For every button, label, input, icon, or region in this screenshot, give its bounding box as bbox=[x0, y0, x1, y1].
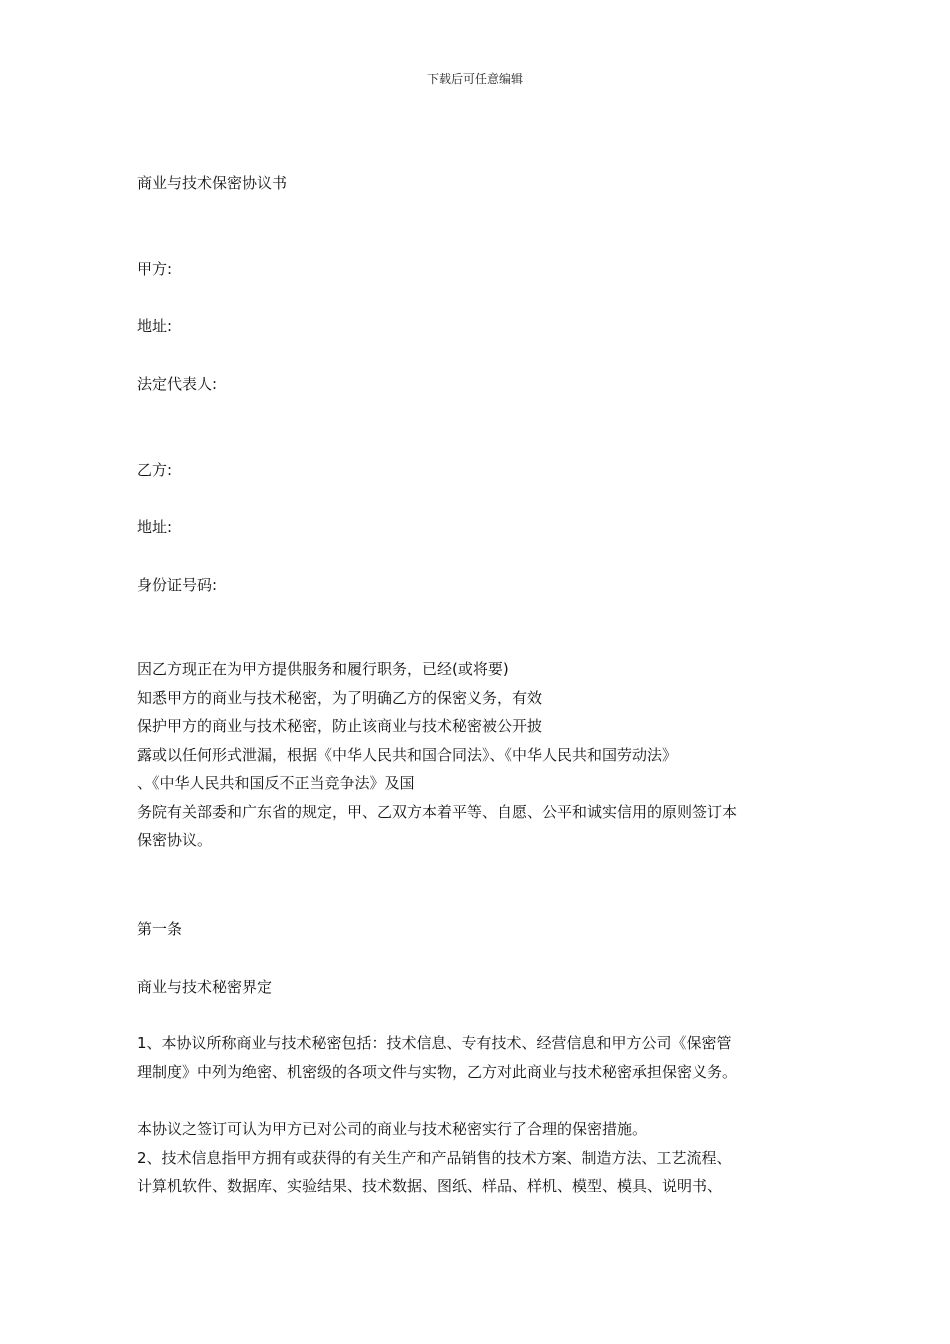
preamble-line: 知悉甲方的商业与技术秘密，为了明确乙方的保密义务，有效 bbox=[137, 688, 543, 707]
preamble-line: 务院有关部委和广东省的规定，甲、乙双方本着平等、自愿、公平和诚实信用的原则签订本 bbox=[137, 802, 738, 821]
party-a-label: 甲方: bbox=[137, 260, 173, 278]
document-title: 商业与技术保密协议书 bbox=[137, 174, 288, 192]
clause-line: 2、技术信息指甲方拥有或获得的有关生产和产品销售的技术方案、制造方法、工艺流程、 bbox=[137, 1148, 732, 1167]
party-b-id-label: 身份证号码: bbox=[137, 576, 218, 594]
party-b-address-label: 地址: bbox=[137, 518, 173, 536]
article-1-clause-2 bbox=[137, 1115, 817, 1201]
clause-line: 理制度》中列为绝密、机密级的各项文件与实物，乙方对此商业与技术秘密承担保密义务。 bbox=[137, 1062, 738, 1081]
preamble-line: 保密协议。 bbox=[137, 831, 213, 849]
preamble-line: 保护甲方的商业与技术秘密，防止该商业与技术秘密被公开披 bbox=[137, 717, 543, 735]
preamble-line: 、《中华人民共和国反不正当竞争法》及国 bbox=[137, 774, 415, 792]
article-1-heading: 第一条 bbox=[137, 920, 183, 938]
clause-line: 本协议之签订可认为甲方已对公司的商业与技术秘密实行了合理的保密措施。 bbox=[137, 1120, 648, 1138]
preamble-line: 因乙方现正在为甲方提供服务和履行职务，已经(或将要) bbox=[137, 660, 509, 678]
preamble-line: 露或以任何形式泄漏，根据《中华人民共和国合同法》、《中华人民共和国劳动法》 bbox=[137, 745, 678, 764]
party-b-label: 乙方: bbox=[137, 461, 173, 479]
clause-line: 1、本协议所称商业与技术秘密包括：技术信息、专有技术、经营信息和甲方公司《保密管 bbox=[137, 1034, 732, 1052]
article-1-clause-1 bbox=[137, 1029, 817, 1086]
party-a-address-label: 地址: bbox=[137, 317, 173, 335]
preamble-paragraph bbox=[137, 655, 817, 855]
clause-line: 计算机软件、数据库、实验结果、技术数据、图纸、样品、样机、模型、模具、说明书、 bbox=[137, 1177, 723, 1195]
download-note: 下载后可任意编辑 bbox=[426, 72, 523, 86]
article-1-subheading: 商业与技术秘密界定 bbox=[137, 978, 273, 996]
party-a-representative-label: 法定代表人: bbox=[137, 375, 218, 393]
